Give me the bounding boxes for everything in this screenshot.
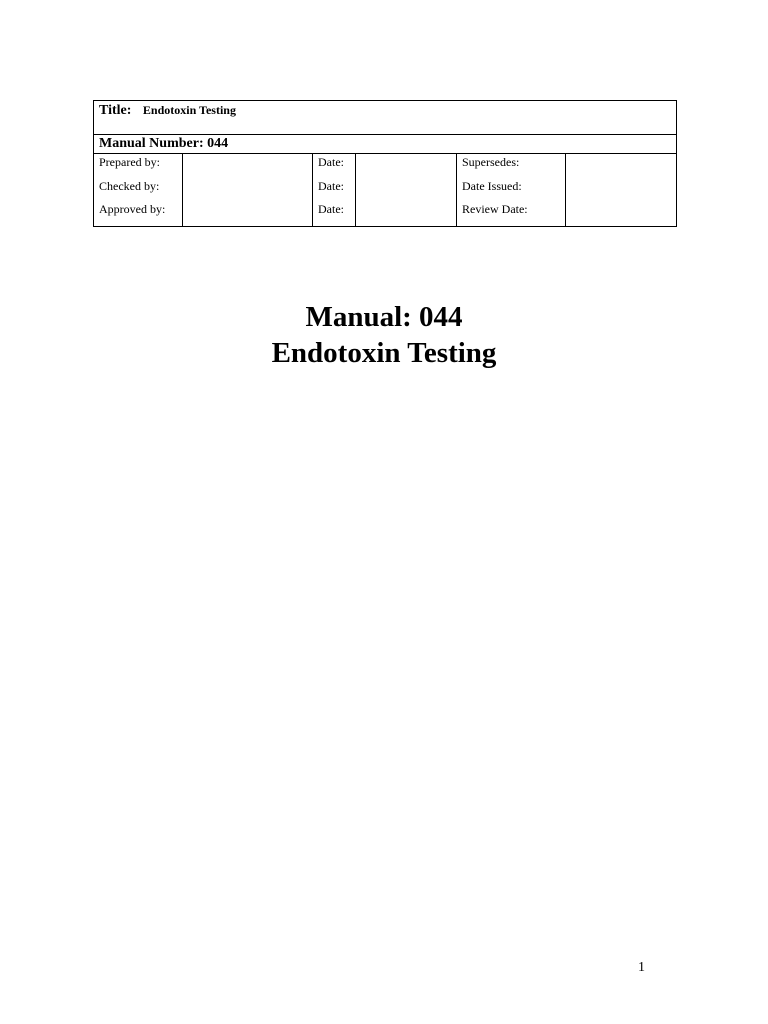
approved-by-label: Approved by: <box>99 202 166 216</box>
prepared-date-label: Date: <box>318 155 344 169</box>
document-heading-line1: Manual: 044 <box>305 301 463 333</box>
date-values-cell <box>356 154 457 227</box>
title-cell <box>94 101 677 135</box>
page-number: 1 <box>638 960 645 975</box>
checked-by-label: Checked by: <box>99 178 160 193</box>
document-header-table <box>93 100 677 227</box>
manual-number-label: Manual Number: 044 <box>99 136 229 151</box>
review-date-label: Review Date: <box>462 202 528 216</box>
revision-values-cell <box>566 154 677 227</box>
checked-date-label: Date: <box>318 178 344 193</box>
title-value: Endotoxin Testing <box>142 103 236 117</box>
date-labels-cell <box>313 154 356 227</box>
title-label: Title: <box>99 103 132 118</box>
supersedes-label: Supersedes: <box>462 155 520 169</box>
signoff-labels-cell <box>94 154 183 227</box>
manual-number-cell <box>94 135 677 154</box>
document-heading-line2: Endotoxin Testing <box>271 337 497 369</box>
signoff-names-cell <box>183 154 313 227</box>
date-issued-label: Date Issued: <box>462 178 522 193</box>
approved-date-label: Date: <box>318 202 344 216</box>
revision-labels-cell <box>457 154 566 227</box>
prepared-by-label: Prepared by: <box>99 155 160 169</box>
